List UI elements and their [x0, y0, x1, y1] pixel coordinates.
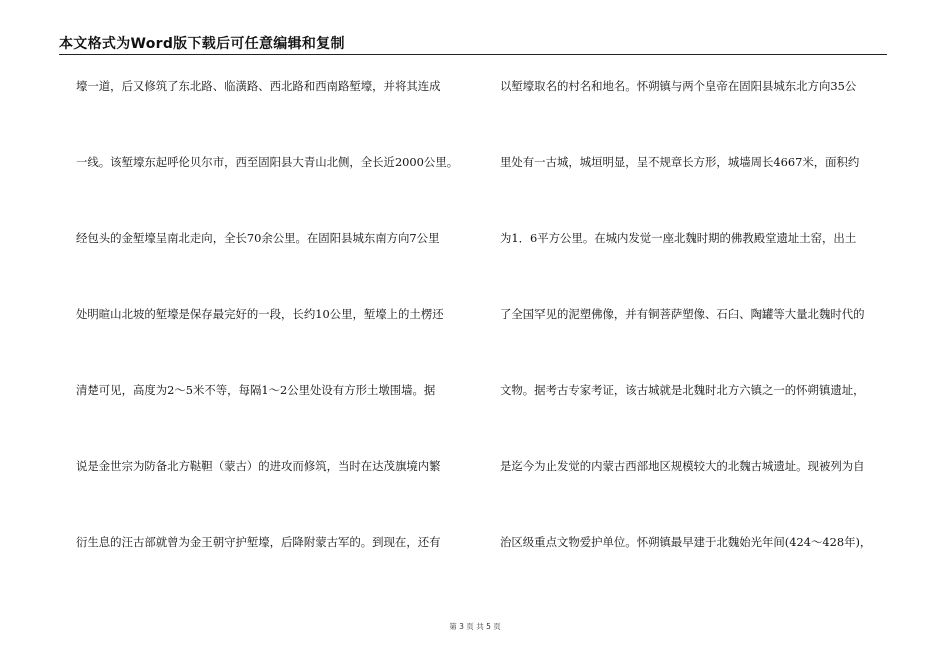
text-line: 衍生息的汪古部就曾为金王朝守护堑壕，后降附蒙古军的。到现在，还有	[76, 535, 441, 549]
text-line: 壕一道，后又修筑了东北路、临潢路、西北路和西南路堑壕，并将其连成	[76, 79, 441, 93]
text-line: 治区级重点文物爱护单位。怀朔镇最早建于北魏始光年间(424～428年)，	[500, 535, 872, 549]
header-title: 本文格式为Word版下载后可任意编辑和复制	[59, 36, 345, 52]
text-line: 清楚可见，高度为2～5米不等，每隔1～2公里处设有方形土墩围墙。据	[76, 383, 436, 397]
text-line: 说是金世宗为防备北方鞑靼（蒙古）的进攻而修筑，当时在达茂旗境内繁	[76, 459, 441, 473]
text-line: 文物。据考古专家考证，该古城就是北魏时北方六镇之一的怀朔镇遗址，	[500, 383, 865, 397]
page-number-footer: 第 3 页 共 5 页	[449, 622, 501, 631]
left-text-column	[76, 76, 472, 608]
text-line: 以堑壕取名的村名和地名。怀朔镇与两个皇帝在固阳县城东北方向35公	[500, 79, 857, 93]
text-line: 处明暄山北坡的堑壕是保存最完好的一段，长约10公里，堑壕上的土楞还	[76, 307, 444, 321]
text-line: 是迄今为止发觉的内蒙古西部地区规模较大的北魏古城遗址。现被列为自	[500, 459, 865, 473]
text-line: 里处有一古城，城垣明显，呈不规章长方形，城墙周长4667米，面积约	[500, 155, 860, 169]
right-text-column	[500, 76, 890, 608]
text-line: 了全国罕见的泥塑佛像，并有铜菩萨塑像、石臼、陶罐等大量北魏时代的	[500, 307, 865, 321]
text-line: 经包头的金堑壕呈南北走向，全长70余公里。在固阳县城东南方向7公里	[76, 231, 440, 245]
text-line: 一线。该堑壕东起呼伦贝尔市，西至固阳县大青山北侧，全长近2000公里。	[76, 155, 459, 169]
page-header	[59, 36, 887, 55]
text-line: 为1．6平方公里。在城内发觉一座北魏时期的佛教殿堂遗址土窑，出土	[500, 231, 857, 245]
